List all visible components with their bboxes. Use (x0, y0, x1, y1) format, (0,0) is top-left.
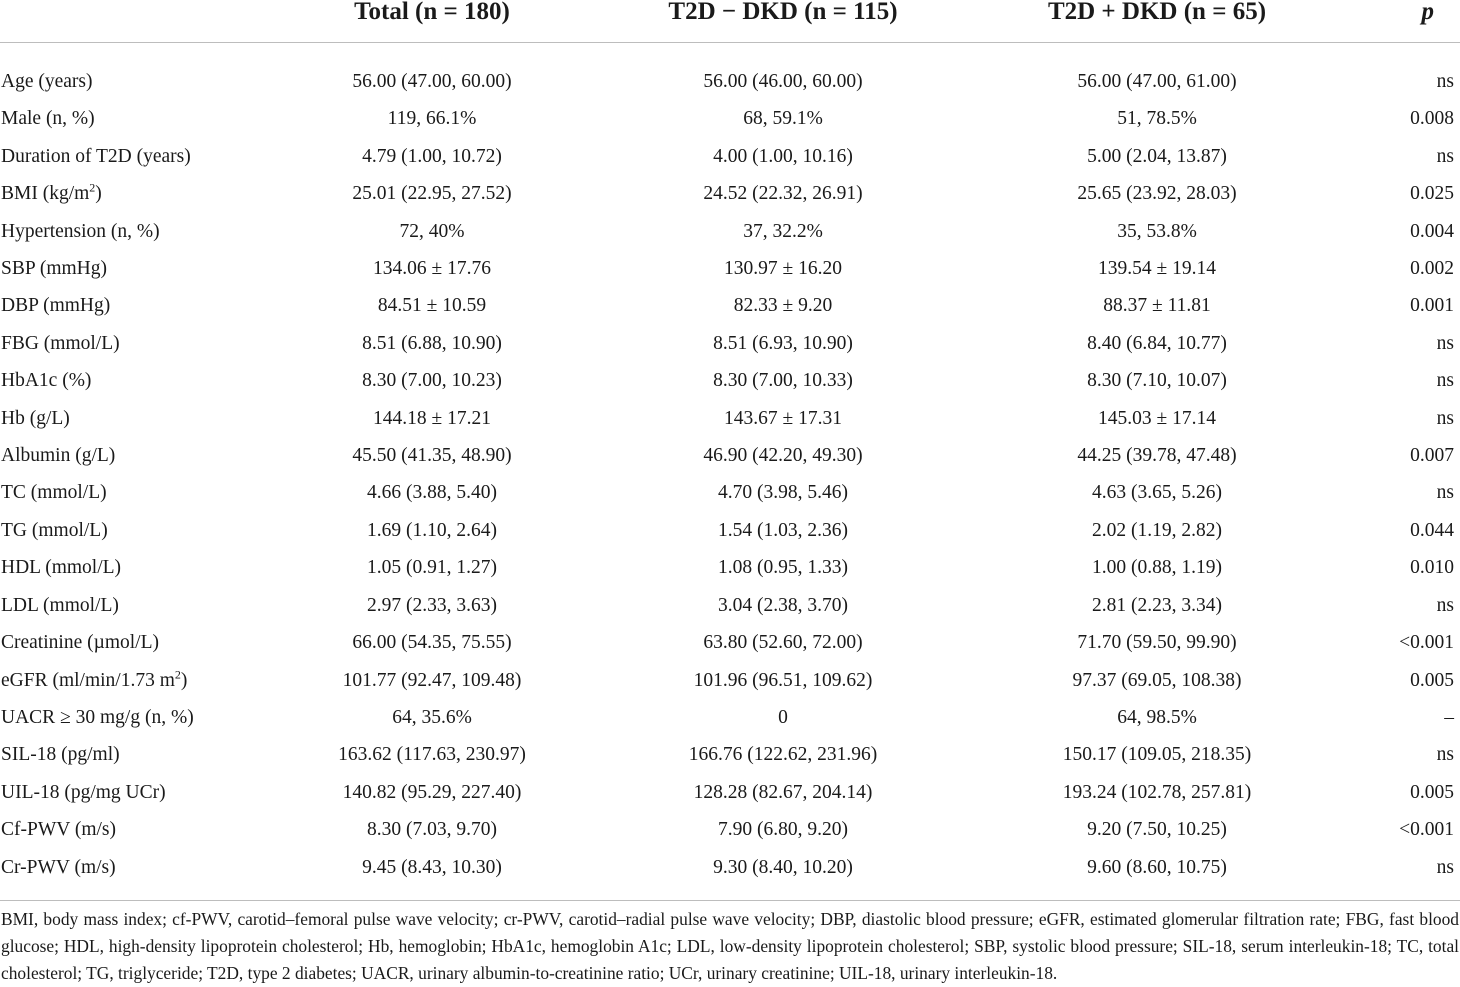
t2d-minus-dkd-value-cell: 130.97 ± 16.20 (724, 258, 842, 280)
t2d-plus-dkd-value-cell: 97.37 (69.05, 108.38) (1072, 669, 1242, 691)
t2d-plus-dkd-value-cell: 145.03 ± 17.14 (1098, 407, 1216, 429)
row-label-text: LDL (mmol/L) (1, 594, 119, 616)
t2d-minus-dkd-value-cell: 166.76 (122.62, 231.96) (688, 744, 878, 766)
table-row (0, 175, 1460, 212)
header-t2d-plus-dkd: T2D + DKD (n = 65) (964, 0, 1350, 43)
row-label (0, 662, 262, 699)
p-value-cell: 0.010 (1410, 557, 1454, 579)
row-label-text: HDL (mmol/L) (1, 557, 122, 579)
p-value-cell: 0.025 (1410, 183, 1454, 205)
total-value-cell: 8.30 (7.03, 9.70) (367, 819, 497, 841)
t2d-plus-dkd-value-cell: 150.17 (109.05, 218.35) (1062, 744, 1252, 766)
t2d-minus-dkd-value-cell: 24.52 (22.32, 26.91) (703, 183, 863, 205)
row-label-text: SIL-18 (pg/ml) (1, 744, 120, 766)
t2d-minus-dkd-value-cell: 128.28 (82.67, 204.14) (693, 781, 873, 803)
total-value-cell: 2.97 (2.33, 3.63) (367, 594, 497, 616)
table-body (0, 43, 1460, 901)
total-value-cell: 66.00 (54.35, 75.55) (352, 632, 512, 654)
total-value-cell: 163.62 (117.63, 230.97) (338, 744, 526, 766)
t2d-plus-dkd-value-cell: 193.24 (102.78, 257.81) (1062, 781, 1252, 803)
row-label-text: Duration of T2D (years) (1, 145, 191, 167)
table-row (0, 699, 1460, 736)
row-label (0, 138, 262, 175)
total-value-cell: 8.51 (6.88, 10.90) (362, 332, 502, 354)
p-value-cell: 0.005 (1410, 669, 1454, 691)
total-value-cell: 84.51 ± 10.59 (377, 295, 487, 317)
t2d-plus-dkd-value-cell: 51, 78.5% (1117, 108, 1197, 130)
row-label-superscript: 2 (174, 667, 181, 681)
table-footnote: BMI, body mass index; cf-PWV, carotid–femoral pulse wave velocity; cr-PWV, carotid–radial pulse wave velocity; DBP, diastolic blood pressure; eGFR, estimated glomerular filtration rate; FBG, fast blood glucose; HDL, high-density lipoprotein cholesterol; Hb, hemoglobin; HbA1c, hemoglobin A1c; LDL, low-density lipoprotein cholesterol; SBP, systolic blood pressure; SIL-18, serum interleukin-18; TC, total cholesterol; TG, triglyceride; T2D, type 2 diabetes; UACR, urinary albumin-to-creatinine ratio; UCr, urinary creatinine; UIL-18, urinary interleukin-18. (1, 909, 1459, 983)
row-label-superscript: 2 (89, 180, 96, 195)
t2d-minus-dkd-value-cell: 82.33 ± 9.20 (733, 295, 833, 317)
total-value-cell: 4.66 (3.88, 5.40) (367, 482, 497, 504)
p-value-cell: ns (1436, 332, 1454, 354)
row-label (0, 362, 262, 399)
table-row (0, 437, 1460, 474)
row-label (0, 811, 262, 848)
table-row (0, 138, 1460, 175)
p-value-cell: 0.005 (1410, 781, 1454, 803)
table-row (0, 100, 1460, 137)
row-label-text: UIL-18 (pg/mg UCr) (1, 781, 166, 803)
table-row (0, 624, 1460, 661)
table-row (0, 587, 1460, 624)
t2d-plus-dkd-value-cell: 2.81 (2.23, 3.34) (1092, 594, 1222, 616)
p-value-cell: ns (1436, 594, 1454, 616)
t2d-plus-dkd-value-cell: 9.20 (7.50, 10.25) (1087, 819, 1227, 841)
row-label (0, 512, 262, 549)
row-label-text: Hypertension (n, %) (1, 220, 160, 242)
p-value-cell: <0.001 (1399, 819, 1454, 841)
total-value-cell: 56.00 (47.00, 60.00) (352, 71, 512, 92)
header-p-value: p (1350, 0, 1460, 43)
row-label (0, 325, 262, 362)
t2d-plus-dkd-value-cell: 139.54 ± 19.14 (1098, 258, 1216, 280)
t2d-plus-dkd-value-cell: 88.37 ± 11.81 (1103, 295, 1211, 317)
header-t2d-minus-dkd: T2D − DKD (n = 115) (602, 0, 964, 43)
p-value-cell: <0.001 (1399, 632, 1454, 654)
row-label (0, 849, 262, 901)
total-value-cell: 101.77 (92.47, 109.48) (342, 669, 522, 691)
row-label (0, 175, 262, 212)
row-label (0, 549, 262, 586)
total-value-cell: 8.30 (7.00, 10.23) (362, 370, 502, 392)
t2d-minus-dkd-value-cell: 143.67 ± 17.31 (724, 407, 842, 429)
row-label (0, 736, 262, 773)
header-row (0, 0, 1460, 43)
total-value-cell: 1.69 (1.10, 2.64) (367, 519, 497, 541)
table-row (0, 474, 1460, 511)
row-label (0, 213, 262, 250)
row-label (0, 250, 262, 287)
total-value-cell: 119, 66.1% (387, 108, 477, 130)
table-row (0, 811, 1460, 848)
total-value-cell: 1.05 (0.91, 1.27) (367, 557, 497, 579)
p-value-cell: ns (1436, 71, 1454, 92)
t2d-minus-dkd-value-cell: 7.90 (6.80, 9.20) (718, 819, 848, 841)
total-value-cell: 134.06 ± 17.76 (373, 258, 491, 280)
total-value-cell: 45.50 (41.35, 48.90) (352, 445, 512, 467)
p-value-cell: – (1444, 706, 1454, 728)
table-row (0, 662, 1460, 699)
table-row (0, 325, 1460, 362)
t2d-plus-dkd-value-cell: 9.60 (8.60, 10.75) (964, 849, 1350, 901)
row-label-text: DBP (mmHg) (1, 295, 111, 317)
t2d-minus-dkd-value-cell: 4.70 (3.98, 5.46) (718, 482, 848, 504)
t2d-minus-dkd-value-cell: 9.30 (8.40, 10.20) (602, 849, 964, 901)
table-row (0, 362, 1460, 399)
t2d-minus-dkd-value-cell: 3.04 (2.38, 3.70) (718, 594, 848, 616)
header-total: Total (n = 180) (262, 0, 602, 43)
row-label (0, 43, 262, 101)
t2d-plus-dkd-value-cell: 1.00 (0.88, 1.19) (1092, 557, 1222, 579)
t2d-plus-dkd-value-cell: 8.30 (7.10, 10.07) (1087, 370, 1227, 392)
table-header (0, 0, 1460, 43)
total-value-cell: 64, 35.6% (392, 706, 472, 728)
t2d-plus-dkd-value-cell: 4.63 (3.65, 5.26) (1092, 482, 1222, 504)
t2d-plus-dkd-value-cell: 25.65 (23.92, 28.03) (1077, 183, 1237, 205)
total-value-cell: 25.01 (22.95, 27.52) (352, 183, 512, 205)
total-value-cell: 4.79 (1.00, 10.72) (362, 145, 502, 167)
t2d-minus-dkd-value-cell: 1.54 (1.03, 2.36) (718, 519, 848, 541)
t2d-minus-dkd-value-cell: 8.51 (6.93, 10.90) (713, 332, 853, 354)
p-value-cell: 0.001 (1410, 295, 1454, 317)
t2d-minus-dkd-value-cell: 68, 59.1% (743, 108, 823, 130)
t2d-minus-dkd-value-cell: 46.90 (42.20, 49.30) (703, 445, 863, 467)
total-value-cell: 144.18 ± 17.21 (373, 407, 491, 429)
table-row (0, 43, 1460, 101)
row-label-text: HbA1c (%) (1, 370, 92, 392)
table-row (0, 400, 1460, 437)
header-label (0, 0, 262, 43)
row-label-suffix: ) (95, 183, 102, 205)
p-value-cell: ns (1436, 482, 1454, 504)
table-row (0, 250, 1460, 287)
row-label-text: TG (mmol/L) (1, 519, 108, 541)
row-label-text: Cr-PWV (m/s) (1, 856, 116, 878)
total-value-cell: 9.45 (8.43, 10.30) (262, 849, 602, 901)
p-value-cell: 0.004 (1410, 220, 1454, 242)
row-label (0, 774, 262, 811)
row-label (0, 287, 262, 324)
p-value-cell: 0.007 (1410, 445, 1454, 467)
table-row (0, 512, 1460, 549)
row-label (0, 699, 262, 736)
row-label-text: SBP (mmHg) (1, 258, 108, 280)
t2d-minus-dkd-value-cell: 63.80 (52.60, 72.00) (703, 632, 863, 654)
table-row (0, 213, 1460, 250)
row-label (0, 400, 262, 437)
total-value-cell: 140.82 (95.29, 227.40) (342, 781, 522, 803)
row-label (0, 437, 262, 474)
row-label-text: Albumin (g/L) (1, 445, 116, 467)
t2d-plus-dkd-value-cell: 71.70 (59.50, 99.90) (1077, 632, 1237, 654)
row-label-text: Age (years) (1, 71, 93, 92)
p-value-cell: ns (1436, 145, 1454, 167)
t2d-plus-dkd-value-cell: 35, 53.8% (1117, 220, 1197, 242)
t2d-minus-dkd-value-cell: 56.00 (46.00, 60.00) (703, 71, 863, 92)
row-label-text: Creatinine (µmol/L) (1, 632, 159, 654)
t2d-minus-dkd-value-cell: 8.30 (7.00, 10.33) (713, 370, 853, 392)
t2d-plus-dkd-value-cell: 64, 98.5% (1117, 706, 1197, 728)
t2d-plus-dkd-value-cell: 44.25 (39.78, 47.48) (1077, 445, 1237, 467)
row-label (0, 100, 262, 137)
t2d-minus-dkd-value-cell: 37, 32.2% (743, 220, 823, 242)
row-label-text: UACR ≥ 30 mg/g (n, %) (1, 706, 194, 728)
t2d-minus-dkd-value-cell: 101.96 (96.51, 109.62) (693, 669, 873, 691)
t2d-plus-dkd-value-cell: 2.02 (1.19, 2.82) (1092, 519, 1222, 541)
p-value-cell: 0.008 (1410, 108, 1454, 130)
t2d-minus-dkd-value-cell: 4.00 (1.00, 10.16) (713, 145, 853, 167)
t2d-plus-dkd-value-cell: 5.00 (2.04, 13.87) (1087, 145, 1227, 167)
row-label (0, 624, 262, 661)
row-label-text: Male (n, %) (1, 108, 95, 130)
row-label-text: FBG (mmol/L) (1, 332, 120, 354)
row-label (0, 474, 262, 511)
row-label-text: TC (mmol/L) (1, 482, 107, 504)
row-label-text: Hb (g/L) (1, 407, 70, 429)
table-row (0, 287, 1460, 324)
t2d-plus-dkd-value-cell: 56.00 (47.00, 61.00) (1077, 71, 1237, 92)
p-value-cell: 0.044 (1410, 519, 1454, 541)
row-label-text: BMI (kg/m (1, 183, 90, 205)
table-row (0, 736, 1460, 773)
total-value-cell: 72, 40% (399, 220, 465, 242)
p-value-cell: ns (1436, 370, 1454, 392)
table-row (0, 849, 1460, 901)
row-label-text: Cf-PWV (m/s) (1, 819, 117, 841)
p-value-cell: 0.002 (1410, 258, 1454, 280)
row-label-text: eGFR (ml/min/1.73 m (1, 669, 175, 691)
row-label-suffix: ) (180, 669, 188, 691)
table-row (0, 549, 1460, 586)
p-value-cell: ns (1350, 849, 1460, 901)
p-value-cell: ns (1436, 407, 1454, 429)
t2d-minus-dkd-value-cell: 0 (778, 706, 788, 728)
t2d-minus-dkd-value-cell: 1.08 (0.95, 1.33) (718, 557, 848, 579)
table-row (0, 774, 1460, 811)
row-label (0, 587, 262, 624)
t2d-plus-dkd-value-cell: 8.40 (6.84, 10.77) (1087, 332, 1227, 354)
p-value-cell: ns (1436, 744, 1454, 766)
